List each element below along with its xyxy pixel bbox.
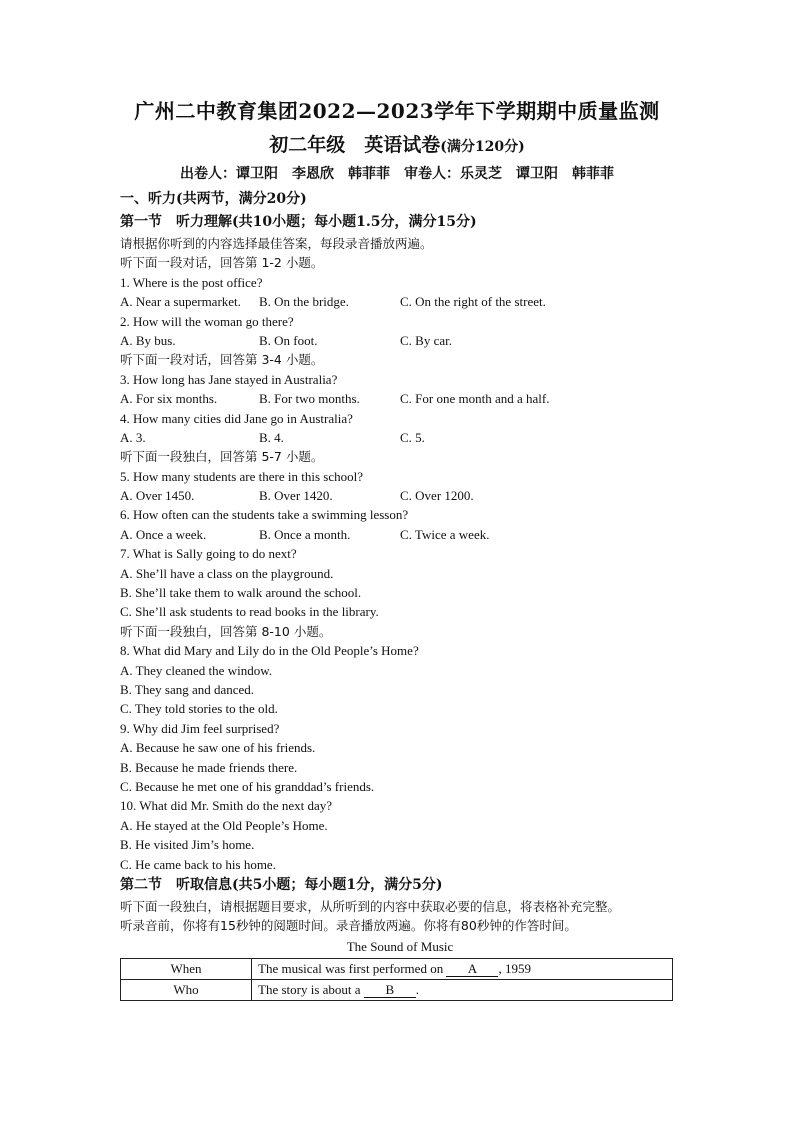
option-a: A. For six months. [120, 391, 218, 407]
exam-title: 广州二中教育集团2022—2023学年下学期期中质量监测 [134, 99, 660, 123]
option-8a: A. They cleaned the window. [120, 662, 272, 678]
question-7: 7. What is Sally going to do next? [120, 546, 297, 562]
option-c: C. Twice a week. [400, 526, 490, 542]
row-text-pre: The story is about a [258, 981, 364, 997]
section2-heading: 第二节 听取信息(共5小题；每小题1分，满分5分) [120, 876, 443, 893]
row-text-pre: The musical was first performed on [258, 960, 447, 976]
full-score: (满分120分) [440, 139, 525, 155]
option-c: C. Over 1200. [400, 488, 474, 504]
options-2 [120, 331, 680, 350]
row-key: Who [121, 979, 252, 1000]
option-10c: C. He came back to his home. [120, 856, 276, 872]
section1-heading: 第一节 听力理解(共10小题；每小题1.5分，满分15分) [120, 214, 477, 230]
row-value [252, 979, 673, 1000]
option-b: B. On the bridge. [259, 294, 349, 310]
section2-instruction-2: 听录音前，你将有15秒钟的阅题时间。录音播放两遍。你将有80秒钟的作答时间。 [120, 918, 577, 934]
grade-subject: 初二年级 英语试卷 [269, 134, 441, 156]
author-line: 出卷人：谭卫阳 李恩欣 韩菲菲 审卷人：乐灵芝 谭卫阳 韩菲菲 [180, 166, 614, 182]
option-a: A. 3. [120, 429, 146, 445]
table-caption: The Sound of Music [346, 938, 454, 954]
section1-instruction: 请根据你听到的内容选择最佳答案，每段录音播放两遍。 [120, 236, 433, 251]
option-b: B. Once a month. [259, 526, 351, 542]
option-7a: A. She’ll have a class on the playground. [120, 565, 334, 581]
answer-blank-b[interactable]: B [364, 983, 416, 998]
question-6: 6. How often can the students take a swimming lesson? [120, 507, 409, 523]
monologue2-intro: 听下面一段独白，回答第 8-10 小题。 [120, 623, 332, 639]
dialogue1-intro: 听下面一段对话，回答第 1-2 小题。 [120, 255, 324, 271]
question-5: 5. How many students are there in this school? [120, 468, 363, 484]
info-table [120, 958, 673, 1001]
options-3 [120, 389, 680, 408]
option-10a: A. He stayed at the Old People’s Home. [120, 817, 328, 833]
table-row [121, 958, 673, 979]
option-9b: B. Because he made friends there. [120, 759, 298, 775]
option-7b: B. She’ll take them to walk around the school. [120, 585, 362, 601]
table-row [121, 979, 673, 1000]
option-c: C. By car. [400, 332, 452, 348]
option-a: A. By bus. [120, 332, 176, 348]
option-7c: C. She’ll ask students to read books in the library. [120, 604, 379, 620]
option-b: B. For two months. [259, 391, 360, 407]
options-5 [120, 486, 680, 505]
options-6 [120, 525, 680, 544]
row-key: When [121, 958, 252, 979]
option-c: C. On the right of the street. [400, 294, 546, 310]
question-8: 8. What did Mary and Lily do in the Old People’s Home? [120, 643, 419, 659]
option-9c: C. Because he met one of his granddad’s friends. [120, 778, 375, 794]
option-10b: B. He visited Jim’s home. [120, 837, 255, 853]
option-8b: B. They sang and danced. [120, 681, 255, 697]
monologue1-intro: 听下面一段独白，回答第 5-7 小题。 [120, 449, 324, 465]
answer-blank-a[interactable]: A [446, 962, 498, 977]
option-b: B. On foot. [259, 332, 318, 348]
question-9: 9. Why did Jim feel surprised? [120, 720, 280, 736]
question-10: 10. What did Mr. Smith do the next day? [120, 798, 333, 814]
dialogue2-intro: 听下面一段对话，回答第 3-4 小题。 [120, 352, 324, 368]
exam-subtitle [0, 130, 794, 157]
question-4: 4. How many cities did Jane go in Australia? [120, 410, 353, 426]
option-a: A. Once a week. [120, 526, 207, 542]
question-3: 3. How long has Jane stayed in Australia? [120, 371, 338, 387]
option-8c: C. They told stories to the old. [120, 701, 278, 717]
row-text-post: , 1959 [498, 960, 531, 976]
option-9a: A. Because he saw one of his friends. [120, 740, 316, 756]
question-1: 1. Where is the post office? [120, 274, 263, 290]
option-b: B. Over 1420. [259, 488, 333, 504]
part1-heading: 一、听力(共两节，满分20分) [120, 191, 307, 207]
exam-content [120, 188, 680, 1001]
section2-instruction-1: 听下面一段独白，请根据题目要求，从所听到的内容中获取必要的信息，将表格补充完整。 [120, 898, 621, 914]
option-a: A. Over 1450. [120, 488, 195, 504]
option-c: C. 5. [400, 429, 425, 445]
option-a: A. Near a supermarket. [120, 294, 241, 310]
question-2: 2. How will the woman go there? [120, 313, 294, 329]
option-c: C. For one month and a half. [400, 391, 550, 407]
options-4 [120, 428, 680, 447]
row-text-post: . [415, 981, 420, 997]
options-1 [120, 292, 680, 311]
row-value [252, 958, 673, 979]
option-b: B. 4. [259, 429, 284, 445]
